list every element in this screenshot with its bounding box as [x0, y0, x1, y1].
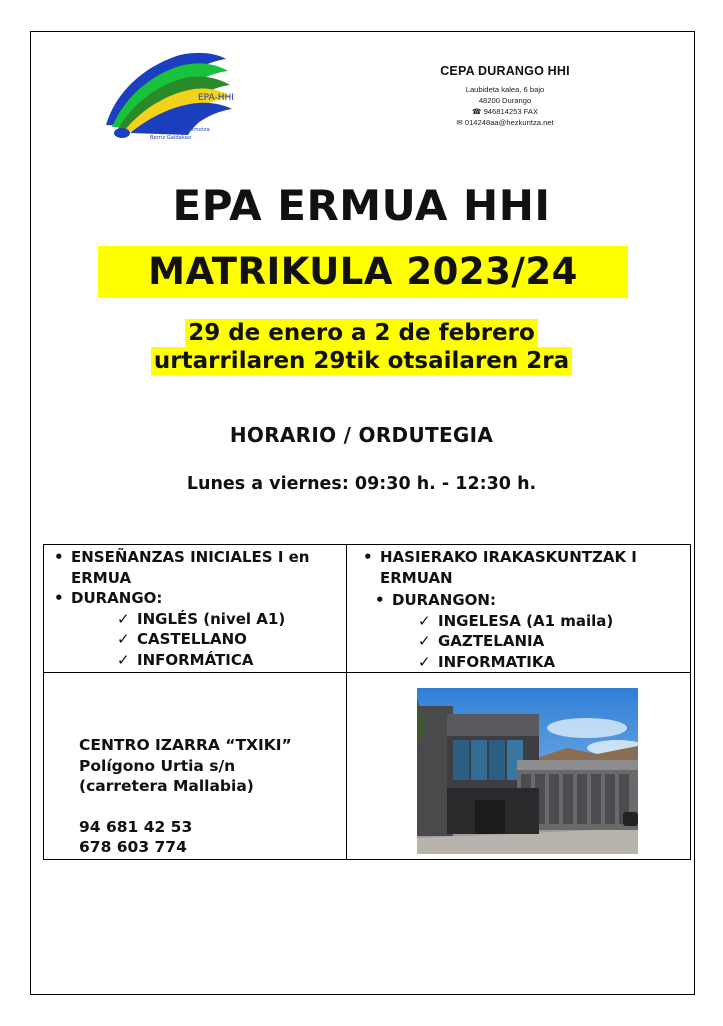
- cepa-contact-block: [430, 64, 580, 128]
- check-icon: ✓: [418, 632, 431, 650]
- course-es-item2: • DURANGO:: [54, 589, 163, 607]
- building-photo: [417, 688, 638, 854]
- course-eu-item1: • HASIERAKO IRAKASKUNTZAK I ERMUAN: [363, 548, 637, 587]
- cepa-street: Laubideta kalea, 6 bajo: [465, 85, 545, 94]
- schedule-hours: Lunes a viernes: 09:30 h. - 12:30 h.: [186, 474, 537, 494]
- check-icon: ✓: [117, 650, 130, 669]
- cepa-email-line: [430, 117, 580, 128]
- course-eu-sub-2: ✓ GAZTELANIA: [418, 632, 545, 650]
- check-icon: ✓: [418, 652, 431, 671]
- check-icon: ✓: [117, 609, 130, 628]
- location-phone2: 678 603 774: [79, 838, 187, 856]
- location-road: (carretera Mallabia): [79, 777, 254, 795]
- course-es-sub-2: ✓ CASTELLANO: [117, 630, 247, 648]
- course-eu-sub-3: ✓ INFORMATIKA: [418, 652, 556, 671]
- cepa-title: CEPA DURANGO HHI: [440, 64, 570, 78]
- mail-icon: ✉: [456, 118, 463, 127]
- bullet-icon: •: [363, 548, 373, 566]
- check-icon: ✓: [418, 611, 431, 630]
- course-es-sub-3: ✓ INFORMÁTICA: [117, 650, 254, 669]
- epa-logo-graphic: [98, 45, 238, 145]
- location-name: CENTRO IZARRA “TXIKI”: [79, 736, 292, 754]
- check-icon: ✓: [117, 630, 130, 648]
- phone-icon: ☎: [471, 107, 482, 116]
- dates-eu: urtarrilaren 29tik otsailaren 2ra: [151, 347, 572, 375]
- epa-logo: [98, 45, 238, 145]
- location-cell: [44, 673, 347, 860]
- bullet-icon: •: [54, 589, 64, 607]
- photo-cell: [347, 673, 691, 860]
- cepa-phone-line: [430, 106, 580, 117]
- logo-line2: Berriz Galdakao: [150, 135, 192, 141]
- bullet-icon: •: [54, 548, 64, 566]
- page-title: EPA ERMUA HHI: [172, 181, 551, 230]
- course-eu-sub-1: ✓ INGELESA (A1 maila): [418, 611, 614, 630]
- courses-es-cell: [44, 545, 347, 673]
- courses-eu-cell: [347, 545, 691, 673]
- course-es-item1: • ENSEÑANZAS INICIALES I en ERMUA: [54, 548, 310, 587]
- cepa-phone: 946814253 FAX: [483, 107, 539, 116]
- schedule-heading: HORARIO / ORDUTEGIA: [229, 423, 494, 447]
- cepa-city: 48200 Durango: [478, 96, 532, 105]
- logo-name: EPA-HHI: [198, 93, 234, 103]
- bullet-icon: •: [375, 591, 385, 609]
- cepa-email: 014248aa@hezkuntza.net: [464, 118, 554, 127]
- location-street: Polígono Urtia s/n: [79, 756, 236, 775]
- info-table: [43, 544, 691, 860]
- enrollment-dates: [0, 319, 723, 375]
- logo-line1: Durango Ermua Zornotza: [144, 127, 210, 133]
- enrollment-title: MATRIKULA 2023/24: [98, 246, 628, 298]
- location-address: [44, 673, 346, 858]
- location-phone1: 94 681 42 53: [79, 817, 193, 836]
- course-es-sub-1: ✓ INGLÉS (nivel A1): [117, 609, 286, 628]
- course-eu-item2: • DURANGON:: [375, 591, 496, 609]
- dates-es: 29 de enero a 2 de febrero: [185, 319, 538, 347]
